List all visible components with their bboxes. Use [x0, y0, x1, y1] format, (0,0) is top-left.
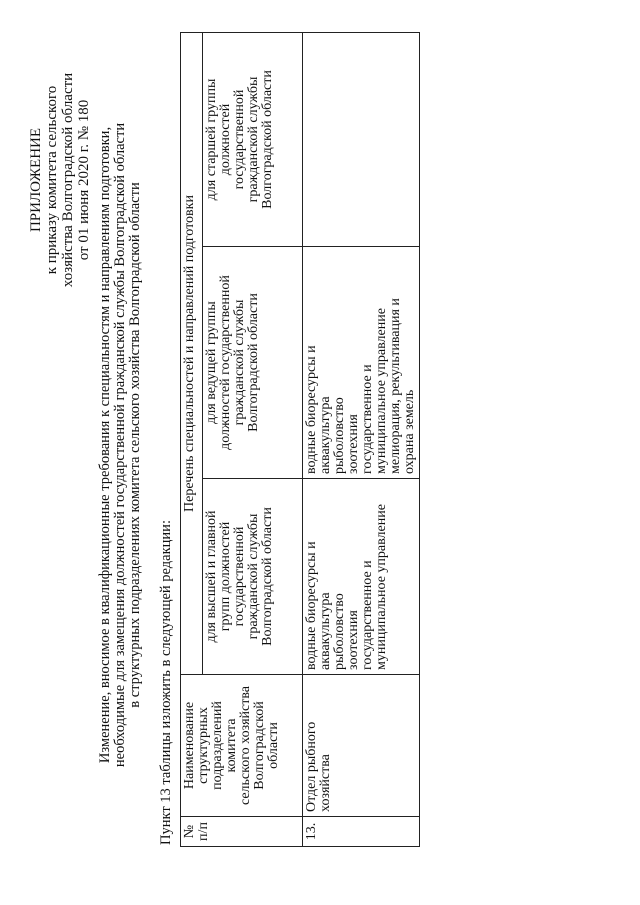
header-sub-line: Волгоградской области — [246, 293, 261, 432]
specialty-item: аквакультура — [318, 592, 333, 670]
header-sub-line: Волгоградской области — [260, 507, 275, 646]
table-header-row — [181, 32, 203, 846]
document-heading — [98, 45, 143, 845]
appendix-line: ПРИЛОЖЕНИЕ — [28, 127, 44, 233]
header-sub-line: государственной — [232, 89, 247, 190]
header-sub-line: для старшей группы — [204, 78, 219, 201]
specialty-item: зоотехния — [346, 414, 361, 474]
specialty-item: муниципальное управление — [374, 308, 389, 474]
header-name-line: Волгоградской области — [252, 701, 281, 790]
specialty-item: рыболовство — [332, 397, 347, 474]
heading-line: Изменение, вносимое в квалификационные требования к специальностям и направлениям подготовки, — [97, 126, 113, 764]
header-sub-line: для ведущей группы — [204, 301, 219, 424]
intro-text: Пункт 13 таблицы изложить в следующей редакции: — [158, 520, 174, 845]
row-higher-specialties — [303, 479, 420, 675]
header-name-line: Наименование — [182, 701, 197, 790]
appendix-line: хозяйства Волгоградской области — [60, 72, 76, 288]
specialty-item: охрана земель — [402, 389, 417, 474]
specialty-item: мелиорация, рекультивация и — [388, 298, 403, 474]
appendix-block — [28, 45, 92, 315]
appendix-line: от 01 июня 2020 г. № 180 — [76, 99, 92, 261]
header-sub-line: гражданской службы — [232, 299, 247, 426]
header-department-name — [181, 675, 303, 817]
header-number-line: п/п — [196, 822, 211, 841]
header-sub-line: для высшей и главной — [204, 510, 219, 643]
specialty-item: муниципальное управление — [374, 504, 389, 670]
specialty-item: аквакультура — [318, 396, 333, 474]
header-senior-group — [203, 32, 303, 246]
table-row — [303, 32, 420, 846]
header-leading-group — [203, 247, 303, 479]
header-sub-line: Волгоградской области — [260, 70, 275, 209]
header-name-line: структурных — [196, 707, 211, 784]
header-specialties-group: Перечень специальностей и направлений подготовки — [181, 32, 203, 674]
header-sub-line: групп должностей — [218, 521, 233, 632]
appendix-line: к приказу комитета сельского — [44, 85, 60, 275]
header-sub-line: должностей государственной — [218, 275, 233, 450]
row-department-name: Отдел рыбного хозяйства — [303, 675, 420, 817]
header-sub-line: должностей — [218, 103, 233, 176]
header-name-line: подразделений комитета — [210, 701, 239, 790]
requirements-table — [180, 32, 420, 847]
row-senior-specialties — [303, 32, 420, 246]
specialty-item: водные биоресурсы и — [304, 345, 319, 474]
specialty-item: государственное и — [360, 364, 375, 474]
header-sub-line: гражданской службы — [246, 76, 261, 203]
header-higher-group — [203, 479, 303, 675]
header-name-line: сельского хозяйства — [238, 685, 253, 806]
header-sub-line: государственной — [232, 526, 247, 627]
specialty-item: зоотехния — [346, 610, 361, 670]
specialty-item: водные биоресурсы и — [304, 541, 319, 670]
heading-line: необходимые для замещения должностей государственной гражданской службы Волгоградской области — [112, 122, 128, 768]
header-number — [181, 817, 303, 847]
row-number: 13. — [303, 817, 420, 847]
heading-line: в структурных подразделениях комитета сельского хозяйства Волгоградской области — [127, 182, 143, 708]
header-number-line: № — [182, 824, 197, 839]
specialty-item: государственное и — [360, 560, 375, 670]
header-sub-line: гражданской службы — [246, 513, 261, 640]
specialty-item: рыболовство — [332, 593, 347, 670]
row-leading-specialties — [303, 247, 420, 479]
